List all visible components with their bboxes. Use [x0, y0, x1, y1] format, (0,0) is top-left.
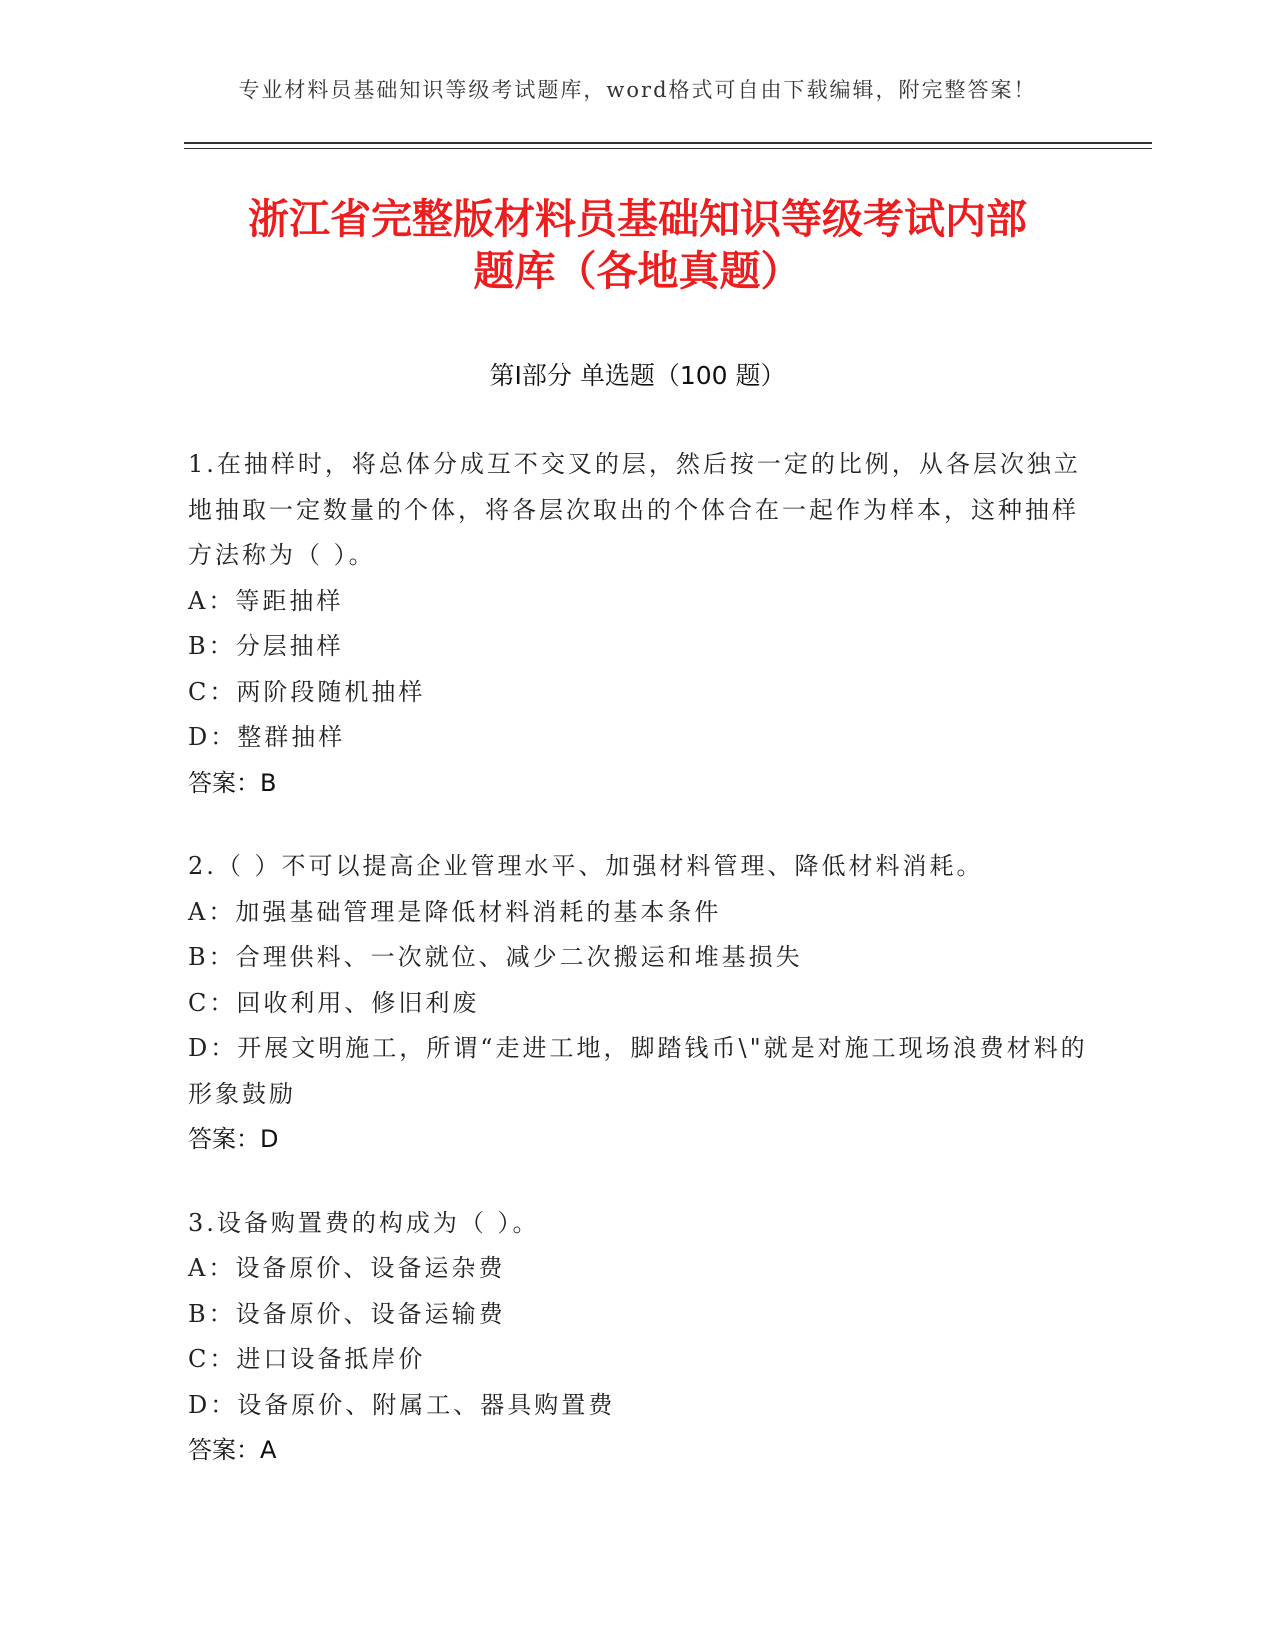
option-b: B：分层抽样: [188, 632, 344, 660]
option-a: A：等距抽样: [188, 586, 344, 615]
option-c: C：进口设备抵岸价: [188, 1345, 426, 1373]
header-rule: [184, 142, 1152, 144]
question-stem: 2.（ ）不可以提高企业管理水平、加强材料管理、降低材料消耗。: [188, 852, 984, 880]
option-c: C：回收利用、修旧利废: [188, 988, 480, 1017]
option-a: A：加强基础管理是降低材料消耗的基本条件: [188, 897, 722, 926]
document-title-line-2: 题库（各地真题）: [473, 247, 802, 295]
option-d: D：设备原价、附属工、器具购置费: [188, 1390, 616, 1419]
option-c: C：两阶段随机抽样: [188, 677, 426, 706]
document-title: [0, 193, 1275, 297]
question-1: [188, 442, 1088, 806]
question-list: [188, 442, 1088, 1512]
question-3: [188, 1201, 1088, 1474]
question-stem: 1.在抽样时，将总体分成互不交叉的层，然后按一定的比例，从各层次独立地抽取一定数量的个体，将各层次取出的个体合在一起作为样本，这种抽样方法称为（ ）。: [188, 450, 1081, 569]
header-rule-thin: [184, 148, 1152, 149]
option-a: A：设备原价、设备运杂费: [188, 1254, 506, 1282]
question-2: [188, 844, 1088, 1163]
option-b: B：合理供料、一次就位、减少二次搬运和堆基损失: [188, 943, 803, 971]
answer: 答案：B: [188, 768, 277, 797]
option-b: B：设备原价、设备运输费: [188, 1299, 506, 1328]
document-title-line-1: 浙江省完整版材料员基础知识等级考试内部: [248, 195, 1027, 243]
option-d: D：开展文明施工，所谓“走进工地，脚踏钱币\"就是对施工现场浪费材料的形象鼓励: [188, 1034, 1088, 1108]
page-header: 专业材料员基础知识等级考试题库，word格式可自由下载编辑，附完整答案！: [238, 78, 1037, 102]
answer: 答案：A: [188, 1436, 277, 1464]
option-d: D：整群抽样: [188, 723, 346, 751]
question-stem: 3.设备购置费的构成为（ ）。: [188, 1208, 540, 1237]
answer: 答案：D: [188, 1125, 279, 1153]
section-title: 第Ⅰ部分 单选题（100 题）: [489, 361, 786, 390]
